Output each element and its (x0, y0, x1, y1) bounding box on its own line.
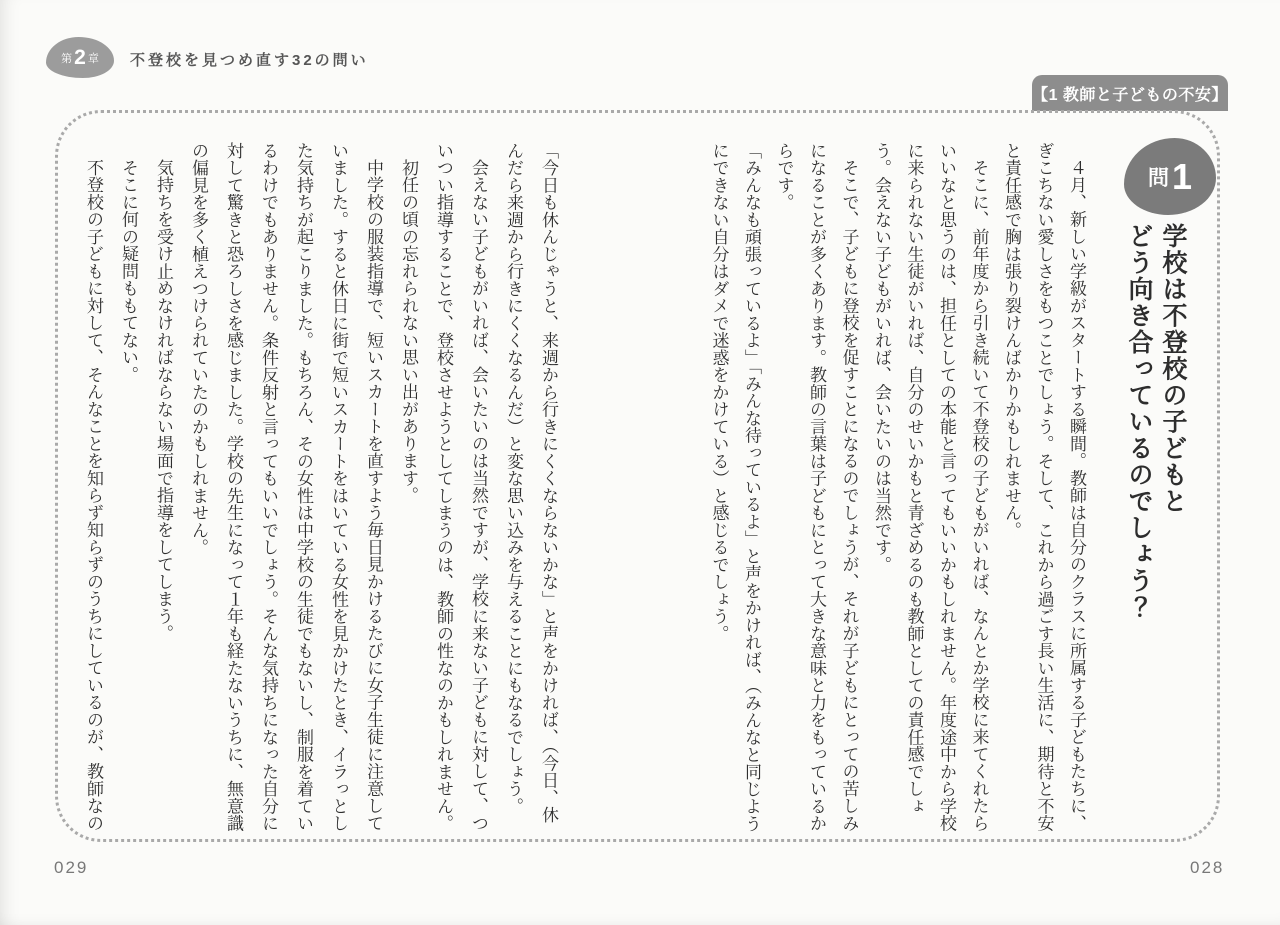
body-paragraph: ４月、新しい学級がスタートする瞬間。教師は自分のクラスに所属する子どもたちに、ぎこちない愛しさをもつことでしょう。そして、これから過ごす長い生活に、期待と不安と責任感で胸は張り裂けんばかりかもしれません。 (1002, 142, 1086, 832)
chapter-badge (46, 37, 114, 78)
body-paragraph: 「みんなも頑張っているよ」「みんな待っているよ」と声をかければ、（みんなと同じようにできない自分はダメで迷惑をかけている）と感じるでしょう。 (709, 142, 761, 833)
question-heading-line1: 学校は不登校の子どもと (1159, 223, 1187, 515)
question-badge-prefix: 問 (1147, 166, 1169, 190)
body-paragraph: そこに何の疑問ももてない。 (119, 159, 138, 384)
body-paragraph: 会えない子どもがいれば、会いたいのは当然ですが、学校に来ない子どもに対して、ついつい指導することで、登校させようとしてしまうのは、教師の性なのかもしれません。 (434, 142, 488, 832)
body-paragraph: 不登校の子どもに対して、そんなことを知らず知らずのうちにしているのが、教師なの (84, 159, 103, 832)
body-paragraph: そこに、前年度から引き続いて不登校の子どもがいれば、なんとか学校に来てくれたらいいなと思うのは、担任としての本能と言ってもいいかもしれません。年度途中から学校に来られない生徒がいれば、自分のせいかもと青ざめるのも教師としての責任感でしょう。会えない子どもがいれば、会いたいのは当然です。 (872, 142, 989, 832)
chapter-title: 不登校を見つめ直す32の問い (130, 52, 369, 69)
page-number-right: 028 (1190, 858, 1225, 877)
body-paragraph: 中学校の服装指導で、短いスカートを直すよう毎日見かけるたびに女子生徒に注意していました。すると休日に街で短いスカートをはいている女性を見かけたとき、イラっとした気持ちが起こりました。もちろん、その女性は中学校の生徒でもないし、制服を着ているわけでもありません。条件反射と言ってもいいでしょう。そんな気持ちになった自分に対して驚きと恐ろしさを感じました。学校の先生になって１年も経たないうちに、無意識の偏見を多く植えつけられていたのかもしれません。 (189, 142, 383, 832)
chapter-badge-prefix: 第 (61, 52, 73, 65)
section-tab: 【1 教師と子どもの不安】 (1032, 75, 1228, 111)
question-heading-line2: どう向き合っているのでしょう？ (1125, 223, 1153, 621)
chapter-badge-number: 2 (74, 46, 86, 69)
body-paragraph: 初任の頃の忘れられない思い出があります。 (399, 159, 418, 504)
page-number-left: 029 (54, 858, 89, 877)
body-paragraph: 「今日も休んじゃうと、来週から行きにくくならないかな」と声をかければ、（今日、休んだら来週から行きにくくなるんだ）と変な思い込みを与えることにもなるでしょう。 (504, 142, 558, 824)
question-badge-number: 1 (1171, 155, 1193, 197)
body-text-page-029 (76, 142, 566, 836)
body-paragraph: 気持ちを受け止めなければならない場面で指導をしてしまう。 (154, 159, 173, 642)
body-text-page-028 (698, 142, 1092, 836)
body-paragraph: そこで、子どもに登校を促すことになるのでしょうが、それが子どもにとっての苦しみになることが多くあります。教師の言葉は子どもにとって大きな意味と力をもっているからです。 (774, 142, 859, 832)
chapter-badge-suffix: 章 (87, 52, 99, 65)
question-heading (1110, 223, 1190, 838)
